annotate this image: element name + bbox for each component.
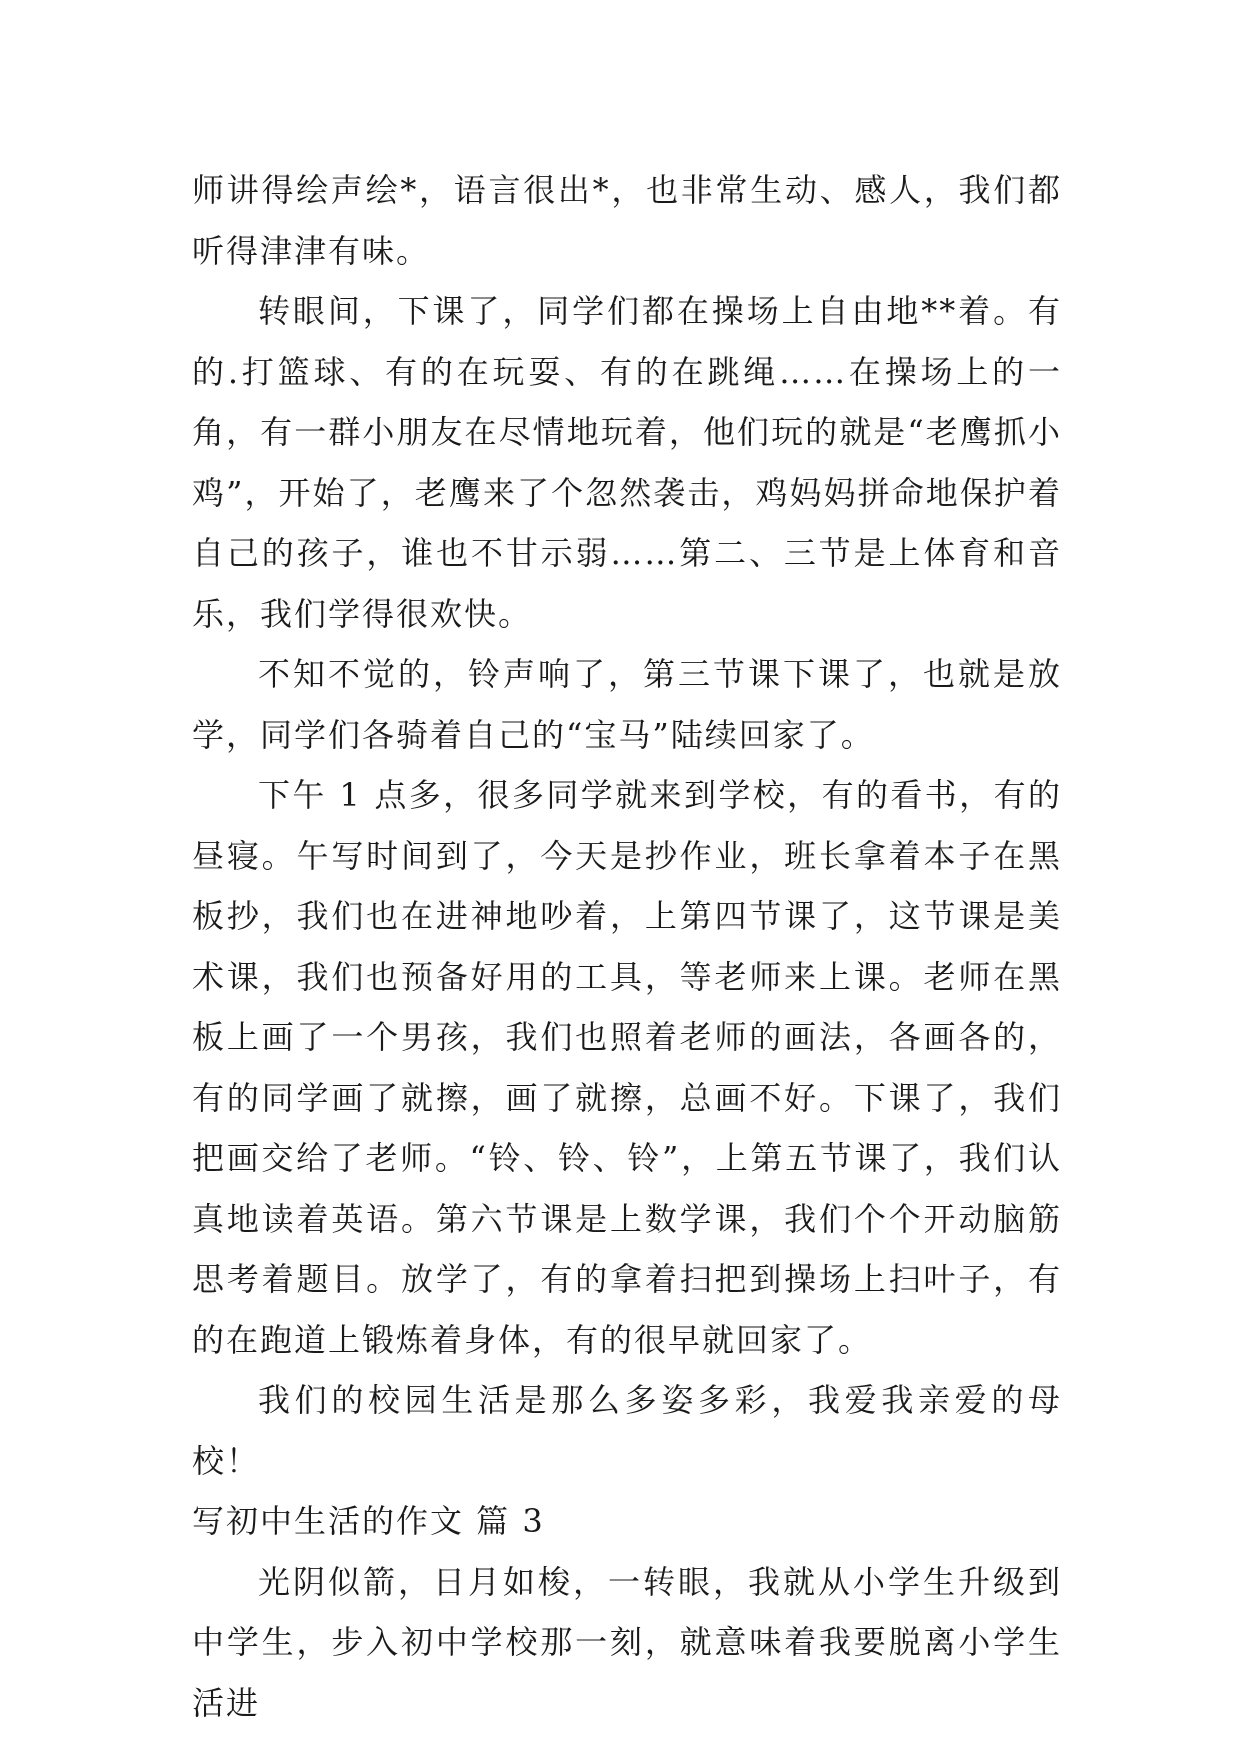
paragraph-2: 转眼间，下课了，同学们都在操场上自由地**着。有的.打篮球、有的在玩耍、有的在跳绳……在操场上的一角，有一群小朋友在尽情地玩着，他们玩的就是“老鹰抓小鸡”，开始了，老鹰来了个忽然袭击，鸡妈妈拼命地保护着自己的孩子，谁也不甘示弱……第二、三节是上体育和音乐，我们学得很欢快。 [192,292,1062,633]
paragraph-1: 师讲得绘声绘*，语言很出*，也非常生动、感人，我们都听得津津有味。 [192,171,1062,270]
paragraph-4: 下午 1 点多，很多同学就来到学校，有的看书，有的昼寝。午写时间到了，今天是抄作业，班长拿着本子在黑板抄，我们也在进神地吵着，上第四节课了，这节课是美术课，我们也预备好用的工具，等老师来上课。老师在黑板上画了一个男孩，我们也照着老师的画法，各画各的，有的同学画了就擦，画了就擦，总画不好。下课了，我们把画交给了老师。“铃、铃、铃”，上第五节课了，我们认真地读着英语。第六节课是上数学课，我们个个开动脑筋思考着题目。放学了，有的拿着扫把到操场上扫叶子，有的在跑道上锻炼着身体，有的很早就回家了。 [192,776,1062,1359]
section-heading: 写初中生活的作文 篇 3 [192,1502,545,1540]
paragraph-5: 我们的校园生活是那么多姿多彩，我爱我亲爱的母校！ [192,1381,1062,1480]
paragraph-6: 光阴似箭，日月如梭，一转眼，我就从小学生升级到中学生，步入初中学校那一刻，就意味着我要脱离小学生活进 [192,1562,1062,1722]
paragraph-3: 不知不觉的，铃声响了，第三节课下课了，也就是放学，同学们各骑着自己的“宝马”陆续回家了。 [192,655,1062,754]
document-body [192,160,1062,1733]
